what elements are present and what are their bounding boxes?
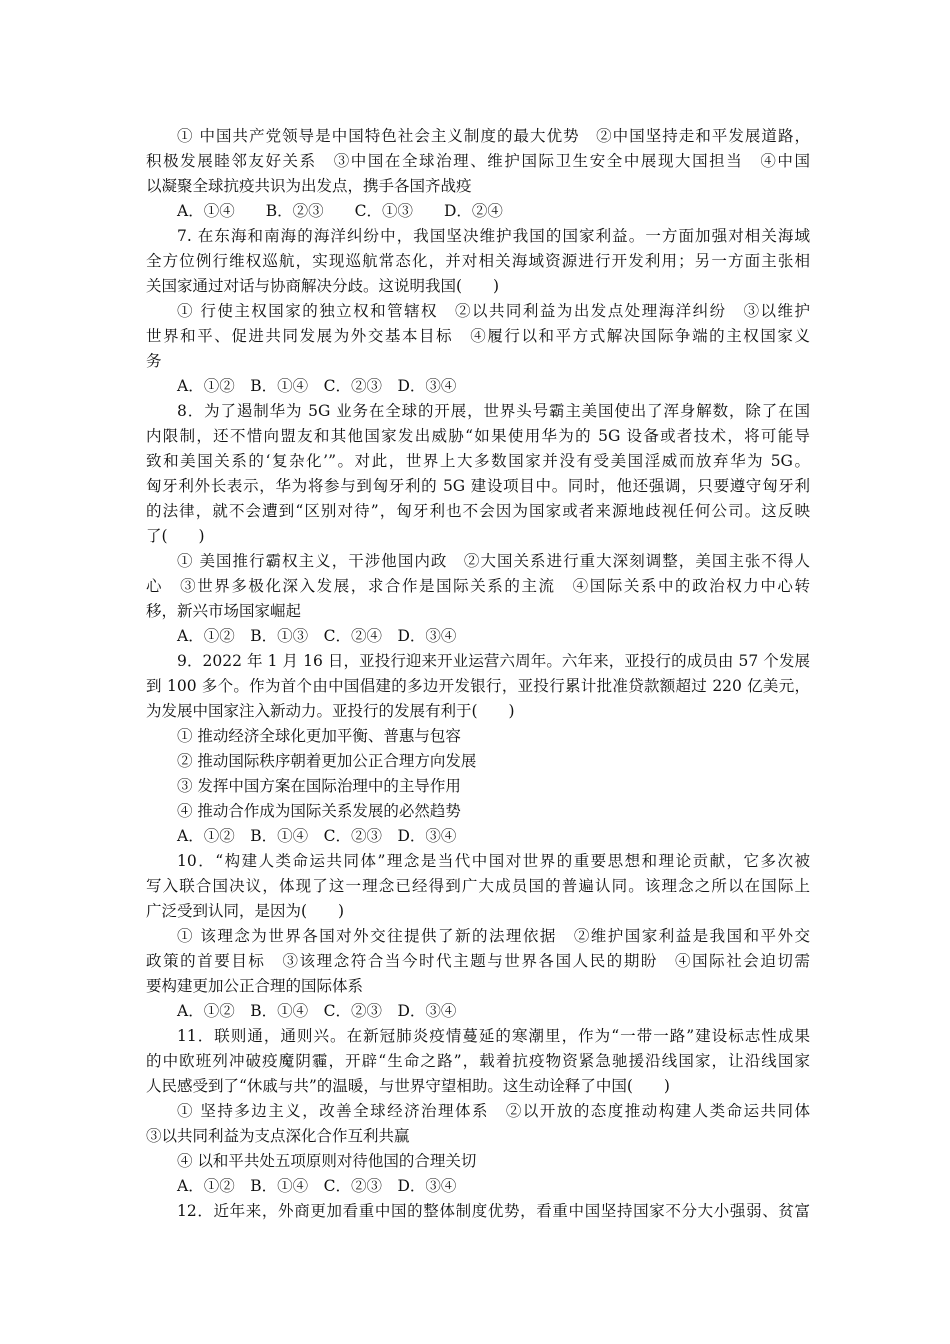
q7-answer-choices: A．①② B．①④ C．②③ D．③④ <box>177 377 457 395</box>
q8-option-statements: 移，新兴市场国家崛起 <box>146 602 302 620</box>
q9-answer-choices: A．①② B．①④ C．②③ D．③④ <box>177 827 457 845</box>
q8-option-statements: ① 美国推行霸权主义，干涉他国内政 ②大国关系进行重大深刻调整，美国主张不得人 <box>177 552 810 570</box>
q11-stem: 人民感受到了“休戚与共”的温暖，与世界守望相助。这生动诠释了中国( ) <box>146 1077 670 1095</box>
q8-stem: 致和美国关系的‘复杂化’”。对此，世界上大多数国家并没有受美国淫威而放弃华为 5G。 <box>146 452 810 470</box>
q7-stem: 全方位例行维权巡航，实现巡航常态化，并对相关海域资源进行开发利用；另一方面主张相 <box>146 252 810 270</box>
q11-answer-choices: A．①② B．①④ C．②③ D．③④ <box>177 1177 457 1195</box>
q7-option-statements: ① 行使主权国家的独立权和管辖权 ②以共同利益为出发点处理海洋纠纷 ③以维护 <box>177 302 810 320</box>
q11-stem: 的中欧班列冲破疫魔阴霾，开辟“生命之路”，载着抗疫物资紧急驰援沿线国家，让沿线国家 <box>146 1052 810 1070</box>
q8-stem: 8．为了遏制华为 5G 业务在全球的开展，世界头号霸主美国使出了浑身解数，除了在国 <box>177 402 810 420</box>
q10-option-statements: 要构建更加公正合理的国际体系 <box>146 977 364 995</box>
q7-option-statements: 世界和平、促进共同发展为外交基本目标 ④履行以和平方式解决国际争端的主权国家义 <box>146 327 810 345</box>
q11-option-statement: ④ 以和平共处五项原则对待他国的合理关切 <box>177 1152 477 1170</box>
q12-stem: 12．近年来，外商更加看重中国的整体制度优势，看重中国坚持国家不分大小强弱、贫富 <box>177 1202 810 1220</box>
q6-answer-choices: A．①④ B．②③ C．①③ D．②④ <box>177 202 503 220</box>
q6-option-statements: ① 中国共产党领导是中国特色社会主义制度的最大优势 ②中国坚持走和平发展道路， <box>177 127 810 145</box>
q10-answer-choices: A．①② B．①④ C．②③ D．③④ <box>177 1002 457 1020</box>
q9-option-statement: ③ 发挥中国方案在国际治理中的主导作用 <box>177 777 461 795</box>
document-body <box>146 124 810 1224</box>
q10-stem: 写入联合国决议，体现了这一理念已经得到广大成员国的普遍认同。该理念之所以在国际上 <box>146 877 810 895</box>
q11-option-statements: ③以共同利益为支点深化合作互利共赢 <box>146 1127 410 1145</box>
q8-stem: 匈牙利外长表示，华为将参与到匈牙利的 5G 建设项目中。同时，他还强调，只要遵守匈牙利 <box>146 477 810 495</box>
q9-stem: 到 100 多个。作为首个由中国倡建的多边开发银行，亚投行累计批准贷款额超过 220 亿美元， <box>146 677 810 695</box>
q6-option-statements: 以凝聚全球抗疫共识为出发点，携手各国齐战疫 <box>146 177 472 195</box>
q9-option-statement: ④ 推动合作成为国际关系发展的必然趋势 <box>177 802 461 820</box>
q9-option-statement: ② 推动国际秩序朝着更加公正合理方向发展 <box>177 752 477 770</box>
q9-option-statement: ① 推动经济全球化更加平衡、普惠与包容 <box>177 727 461 745</box>
q8-stem: 内限制，还不惜向盟友和其他国家发出威胁“如果使用华为的 5G 设备或者技术，将可能导 <box>146 427 810 445</box>
q9-stem: 为发展中国家注入新动力。亚投行的发展有利于( ) <box>146 702 515 720</box>
q8-stem: 的法律，就不会遭到“区别对待”，匈牙利也不会因为国家或者来源地歧视任何公司。这反映 <box>146 502 810 520</box>
q11-stem: 11．联则通，通则兴。在新冠肺炎疫情蔓延的寒潮里，作为“一带一路”建设标志性成果 <box>177 1027 810 1045</box>
q10-stem: 广泛受到认同，是因为( ) <box>146 902 345 920</box>
q10-option-statements: ① 该理念为世界各国对外交往提供了新的法理依据 ②维护国家利益是我国和平外交 <box>177 927 810 945</box>
q6-option-statements: 积极发展睦邻友好关系 ③中国在全球治理、维护国际卫生安全中展现大国担当 ④中国 <box>146 152 810 170</box>
q9-stem: 9．2022 年 1 月 16 日，亚投行迎来开业运营六周年。六年来，亚投行的成员由 57 个发展 <box>177 652 810 670</box>
q7-stem: 关国家通过对话与协商解决分歧。这说明我国( ) <box>146 277 500 295</box>
q7-stem: 7. 在东海和南海的海洋纠纷中，我国坚决维护我国的国家利益。一方面加强对相关海域 <box>177 227 810 245</box>
q8-answer-choices: A．①② B．①③ C．②④ D．③④ <box>177 627 457 645</box>
q7-option-statements: 务 <box>146 352 162 370</box>
q10-option-statements: 政策的首要目标 ③该理念符合当今时代主题与世界各国人民的期盼 ④国际社会迫切需 <box>146 952 810 970</box>
q11-option-statements: ① 坚持多边主义，改善全球经济治理体系 ②以开放的态度推动构建人类命运共同体 <box>177 1102 810 1120</box>
q8-stem: 了( ) <box>146 527 205 545</box>
q8-option-statements: 心 ③世界多极化深入发展，求合作是国际关系的主流 ④国际关系中的政治权力中心转 <box>146 577 810 595</box>
q10-stem: 10．“构建人类命运共同体”理念是当代中国对世界的重要思想和理论贡献，它多次被 <box>177 852 810 870</box>
